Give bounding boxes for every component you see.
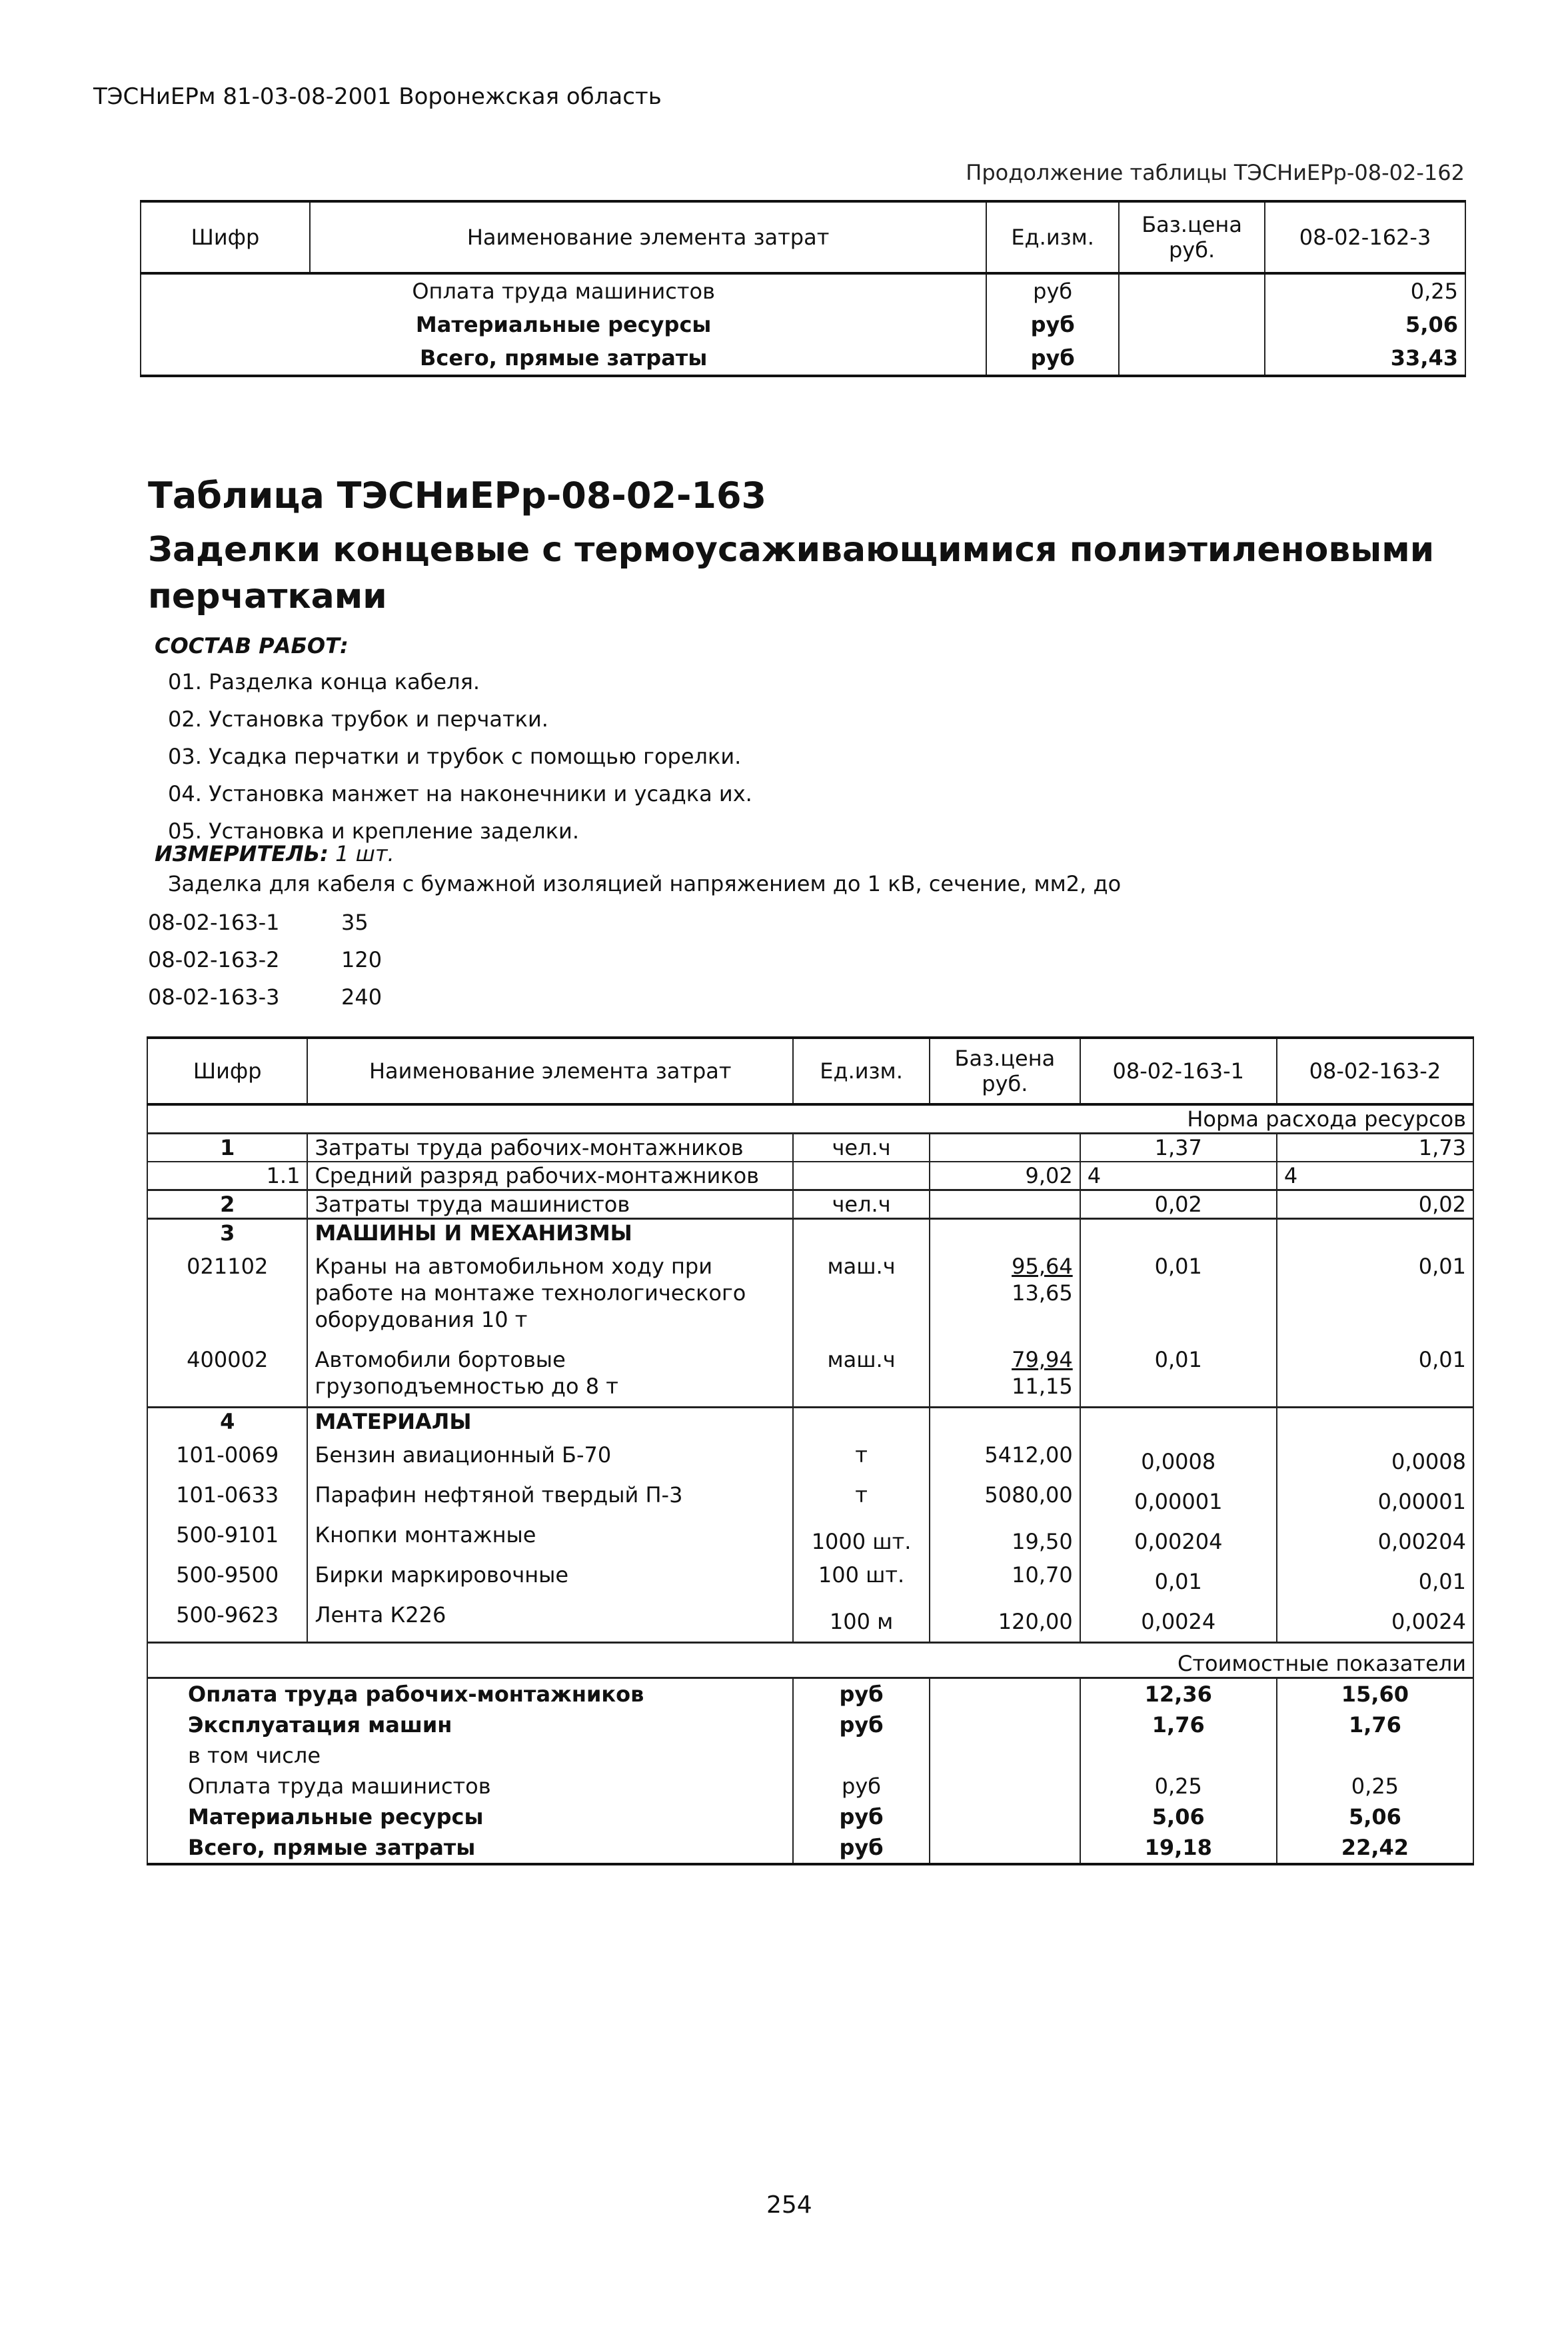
page-number: 254: [766, 2191, 812, 2219]
price-labor: 13,65: [1012, 1280, 1073, 1306]
row-name: Затраты труда машинистов: [307, 1190, 793, 1219]
table-row: [147, 1162, 1473, 1190]
cost-value-2: [1277, 1740, 1473, 1771]
section-row-machines: [147, 1219, 1473, 1247]
list-item: [148, 941, 382, 978]
table-continuation-caption: Продолжение таблицы ТЭСНиЕРр-08-02-162: [966, 160, 1465, 185]
table-row: [147, 1515, 1473, 1555]
measure-label: ИЗМЕРИТЕЛЬ:: [155, 841, 329, 866]
row-unit: 100 шт.: [793, 1555, 930, 1595]
row-unit: руб: [986, 273, 1119, 308]
row-price: 9,02: [930, 1162, 1080, 1190]
cost-value-1: 12,36: [1080, 1678, 1277, 1710]
column-header: Шифр: [147, 1038, 307, 1104]
row-value-2: 0,01: [1277, 1333, 1473, 1408]
cost-value-2: 0,25: [1277, 1771, 1473, 1801]
band-label: Норма расхода ресурсов: [147, 1104, 1473, 1134]
measure-line: [155, 841, 394, 866]
row-price: [1119, 308, 1265, 341]
column-header: Ед.изм.: [793, 1038, 930, 1104]
cost-unit: руб: [793, 1710, 930, 1740]
row-value-1: 0,01: [1080, 1555, 1277, 1595]
section-title: МАТЕРИАЛЫ: [307, 1408, 793, 1442]
code-value: 240: [341, 984, 383, 1010]
cost-row: [147, 1740, 1473, 1771]
band-label: Стоимостные показатели: [147, 1643, 1473, 1678]
cost-value-2: 22,42: [1277, 1832, 1473, 1864]
cost-name: в том числе: [147, 1740, 793, 1771]
list-item: 05. Установка и крепление заделки.: [168, 818, 579, 844]
row-value-1: 0,01: [1080, 1333, 1277, 1408]
table-row: [147, 1134, 1473, 1162]
column-header: Баз.цена руб.: [930, 1038, 1080, 1104]
row-code: 101-0633: [147, 1475, 307, 1515]
cost-row: [147, 1710, 1473, 1740]
section-title: МАШИНЫ И МЕХАНИЗМЫ: [307, 1219, 793, 1247]
code-value: 35: [341, 910, 369, 935]
measure-value: 1 шт.: [335, 841, 394, 866]
column-header: Ед.изм.: [986, 201, 1119, 273]
row-code: 500-9101: [147, 1515, 307, 1555]
table-row: [147, 1246, 1473, 1333]
row-unit: 1000 шт.: [793, 1515, 930, 1555]
cost-name: Материальные ресурсы: [147, 1801, 793, 1832]
table-row: [147, 1595, 1473, 1643]
continuation-table: [140, 200, 1466, 377]
list-item: [148, 978, 382, 1016]
cost-row: [147, 1771, 1473, 1801]
table-row: [141, 308, 1465, 341]
table-row: [141, 273, 1465, 308]
cost-unit: руб: [793, 1801, 930, 1832]
section-code: 3: [147, 1219, 307, 1247]
norm-band-row: [147, 1104, 1473, 1134]
row-value-1: 0,00001: [1080, 1475, 1277, 1515]
row-value-1: 0,00204: [1080, 1515, 1277, 1555]
row-value-2: 4: [1277, 1162, 1473, 1190]
row-price: [930, 1246, 1080, 1333]
works-label: СОСТАВ РАБОТ:: [155, 633, 349, 658]
cost-value-1: [1080, 1740, 1277, 1771]
cost-value-1: 0,25: [1080, 1771, 1277, 1801]
row-name: Оплата труда машинистов: [141, 273, 986, 308]
cost-value-1: 1,76: [1080, 1710, 1277, 1740]
row-unit: т: [793, 1442, 930, 1475]
price-labor: 11,15: [1012, 1374, 1073, 1399]
works-list: [168, 663, 752, 850]
row-value-2: 0,02: [1277, 1190, 1473, 1219]
column-header: 08-02-163-1: [1080, 1038, 1277, 1104]
list-item: 02. Установка трубок и перчатки.: [168, 706, 548, 732]
row-unit: 100 м: [793, 1595, 930, 1643]
row-value-1: 4: [1080, 1162, 1277, 1190]
row-unit: т: [793, 1475, 930, 1515]
column-header: Наименование элемента затрат: [310, 201, 986, 273]
row-unit: руб: [986, 308, 1119, 341]
table-header-row: [147, 1038, 1473, 1104]
row-unit: [793, 1162, 930, 1190]
row-value-1: 0,0008: [1080, 1442, 1277, 1475]
cost-value-2: 5,06: [1277, 1801, 1473, 1832]
table-title: Таблица ТЭСНиЕРр-08-02-163: [148, 475, 767, 517]
resource-table: [147, 1036, 1474, 1865]
price-machine: 79,94: [1012, 1347, 1073, 1372]
row-value-2: 1,73: [1277, 1134, 1473, 1162]
row-code: 101-0069: [147, 1442, 307, 1475]
code-value: 120: [341, 947, 383, 972]
row-price: [1119, 273, 1265, 308]
cost-name: Всего, прямые затраты: [147, 1832, 793, 1864]
row-value-1: 0,02: [1080, 1190, 1277, 1219]
list-item: 01. Разделка конца кабеля.: [168, 669, 480, 694]
cost-name: Оплата труда рабочих-монтажников: [147, 1678, 793, 1710]
column-header: Наименование элемента затрат: [307, 1038, 793, 1104]
table-row: [147, 1190, 1473, 1219]
row-value-1: 0,01: [1080, 1246, 1277, 1333]
row-value-2: 0,00001: [1277, 1475, 1473, 1515]
table-row: [147, 1442, 1473, 1475]
cost-unit: руб: [793, 1771, 930, 1801]
row-name: Материальные ресурсы: [141, 308, 986, 341]
cost-name: Эксплуатация машин: [147, 1710, 793, 1740]
cost-row: [147, 1801, 1473, 1832]
row-name: Средний разряд рабочих-монтажников: [307, 1162, 793, 1190]
table-row: [141, 341, 1465, 376]
section-row-materials: [147, 1408, 1473, 1442]
row-code: 2: [147, 1190, 307, 1219]
row-price: [1119, 341, 1265, 376]
price-machine: 95,64: [1012, 1254, 1073, 1279]
row-value-2: 0,0008: [1277, 1442, 1473, 1475]
row-price: 120,00: [930, 1595, 1080, 1643]
code: 08-02-163-1: [148, 910, 280, 935]
table-row: [147, 1333, 1473, 1408]
row-code: 500-9623: [147, 1595, 307, 1643]
column-header: Баз.цена руб.: [1119, 201, 1265, 273]
list-item: 03. Усадка перчатки и трубок с помощью горелки.: [168, 744, 742, 769]
document-header: ТЭСНиЕРм 81-03-08-2001 Воронежская область: [93, 83, 662, 110]
row-name: Парафин нефтяной твердый П-3: [307, 1475, 793, 1515]
row-price: [930, 1134, 1080, 1162]
table-subtitle: Заделки концевые с термоусаживающимися полиэтиленовыми перчатками: [148, 530, 1435, 616]
code: 08-02-163-3: [148, 984, 280, 1010]
row-price: [930, 1333, 1080, 1408]
list-item: 04. Установка манжет на наконечники и усадка их.: [168, 781, 752, 806]
row-value: 33,43: [1265, 341, 1465, 376]
cost-row: [147, 1678, 1473, 1710]
cost-unit: [793, 1740, 930, 1771]
row-name: Кнопки монтажные: [307, 1515, 793, 1555]
cost-value-1: 19,18: [1080, 1832, 1277, 1864]
row-code: 400002: [147, 1333, 307, 1408]
cost-band-row: [147, 1643, 1473, 1678]
row-value-2: 0,0024: [1277, 1595, 1473, 1643]
row-price: 5080,00: [930, 1475, 1080, 1515]
table-row: [147, 1475, 1473, 1515]
row-name: Краны на автомобильном ходу при работе на монтаже технологического оборудования 10 т: [307, 1246, 793, 1333]
table-header-row: [141, 201, 1465, 273]
row-value-1: 0,0024: [1080, 1595, 1277, 1643]
cost-value-1: 5,06: [1080, 1801, 1277, 1832]
row-value-2: 0,00204: [1277, 1515, 1473, 1555]
cost-row: [147, 1832, 1473, 1864]
row-code: 1: [147, 1134, 307, 1162]
row-unit: чел.ч: [793, 1134, 930, 1162]
row-name: Автомобили бортовые грузоподъемностью до 8 т: [307, 1333, 793, 1408]
row-code: 1.1: [147, 1162, 307, 1190]
row-value-2: 0,01: [1277, 1555, 1473, 1595]
row-code: 500-9500: [147, 1555, 307, 1595]
description-line: Заделка для кабеля с бумажной изоляцией напряжением до 1 кВ, сечение, мм2, до: [168, 871, 1122, 896]
row-price: 5412,00: [930, 1442, 1080, 1475]
table-row: [147, 1555, 1473, 1595]
list-item: [148, 904, 382, 941]
code-list: [148, 904, 382, 1016]
cost-name: Оплата труда машинистов: [147, 1771, 793, 1801]
row-value-2: 0,01: [1277, 1246, 1473, 1333]
column-header: 08-02-162-3: [1265, 201, 1465, 273]
row-name: Бензин авиационный Б-70: [307, 1442, 793, 1475]
section-code: 4: [147, 1408, 307, 1442]
column-header: 08-02-163-2: [1277, 1038, 1473, 1104]
row-unit: маш.ч: [793, 1333, 930, 1408]
row-name: Затраты труда рабочих-монтажников: [307, 1134, 793, 1162]
cost-value-2: 1,76: [1277, 1710, 1473, 1740]
row-name: Лента К226: [307, 1595, 793, 1643]
row-name: Бирки маркировочные: [307, 1555, 793, 1595]
row-unit: руб: [986, 341, 1119, 376]
cost-unit: руб: [793, 1678, 930, 1710]
column-header: Шифр: [141, 201, 310, 273]
row-code: 021102: [147, 1246, 307, 1333]
row-value: 5,06: [1265, 308, 1465, 341]
row-value: 0,25: [1265, 273, 1465, 308]
row-unit: маш.ч: [793, 1246, 930, 1333]
row-value-1: 1,37: [1080, 1134, 1277, 1162]
code: 08-02-163-2: [148, 947, 280, 972]
row-price: [930, 1190, 1080, 1219]
row-name: Всего, прямые затраты: [141, 341, 986, 376]
row-price: 19,50: [930, 1515, 1080, 1555]
cost-value-2: 15,60: [1277, 1678, 1473, 1710]
row-unit: чел.ч: [793, 1190, 930, 1219]
row-price: 10,70: [930, 1555, 1080, 1595]
cost-unit: руб: [793, 1832, 930, 1864]
